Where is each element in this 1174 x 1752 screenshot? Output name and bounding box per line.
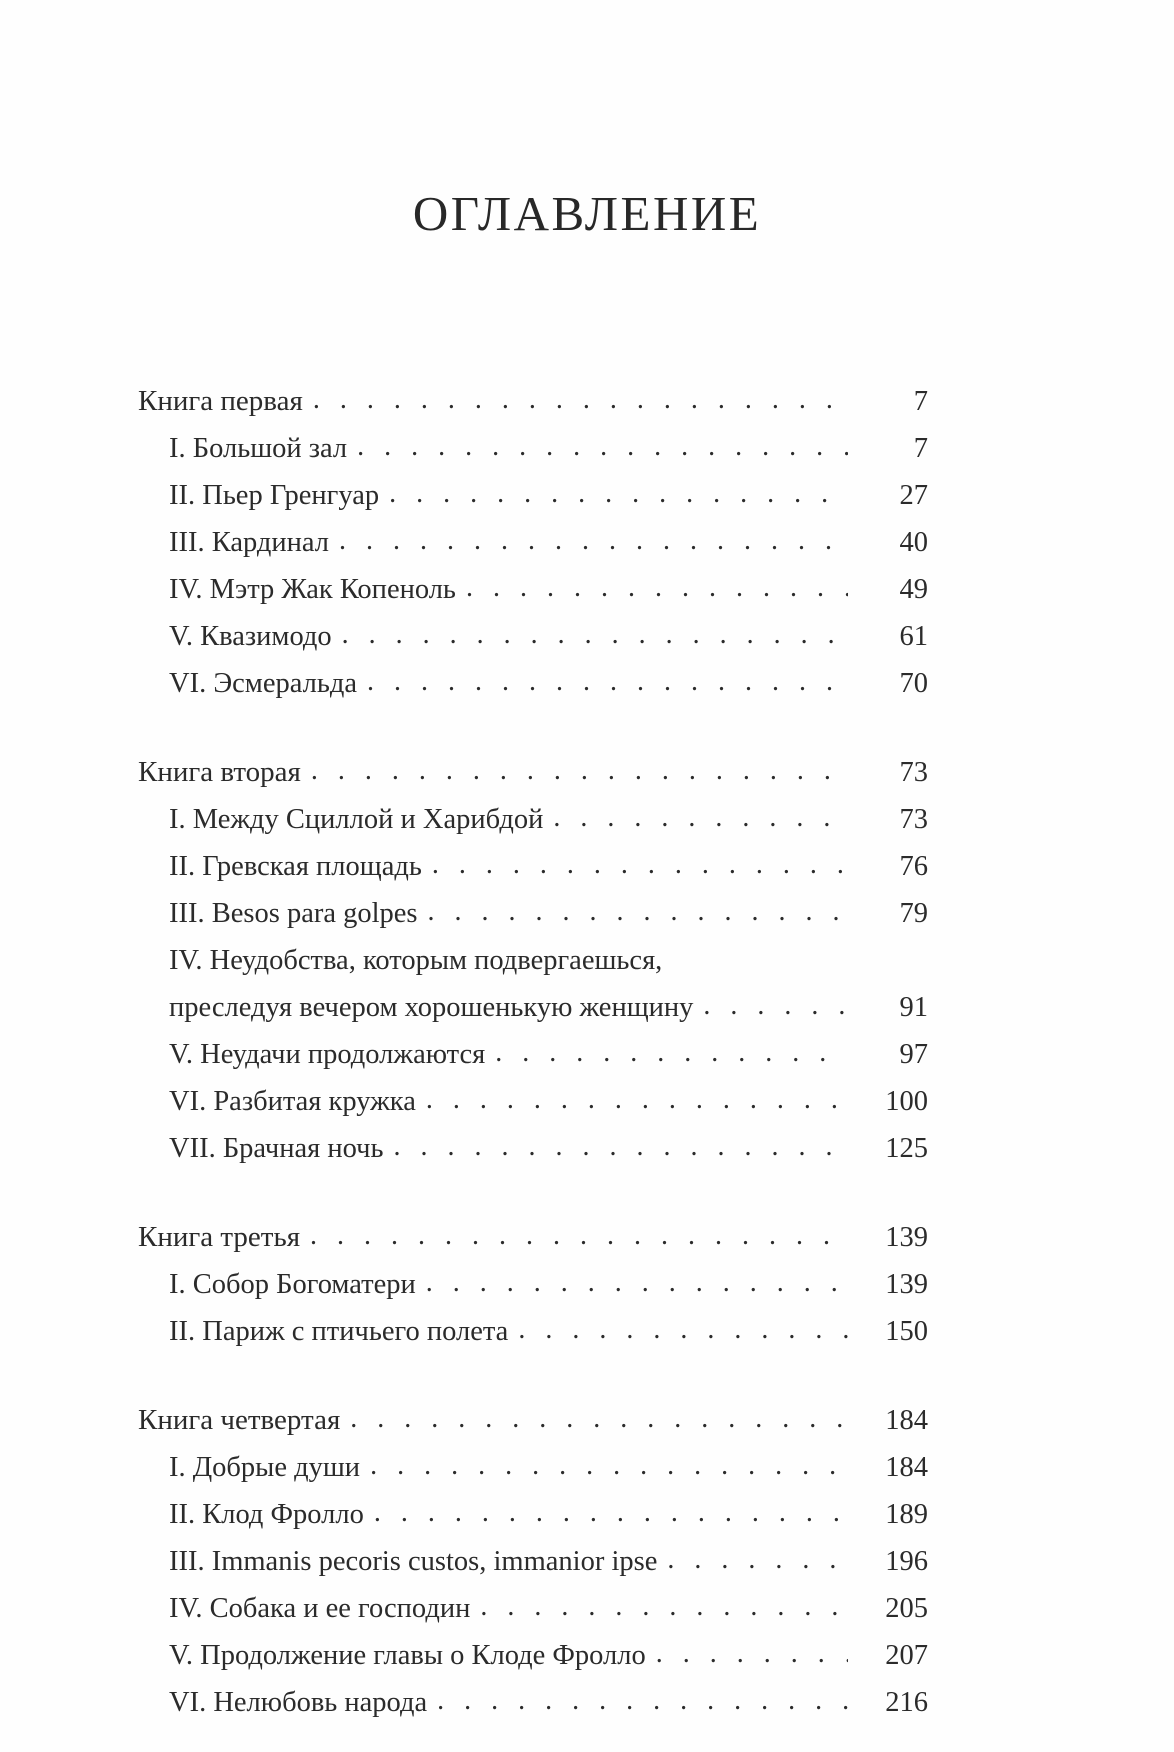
chapter-title: II. Пьер Гренгуар [169,480,380,511]
toc-chapter-entry [138,566,928,613]
chapter-page-number: 184 [885,1452,928,1483]
dot-leader [437,1677,848,1724]
chapter-title: I. Большой зал [169,433,348,464]
chapter-title: VI. Эсмеральда [169,668,357,699]
dot-leader [374,1489,848,1536]
chapter-title: III. Besos para golpes [169,898,418,929]
toc-chapter-entry-line2 [138,984,928,1031]
chapter-title: II. Париж с птичьего полета [169,1316,509,1347]
toc-chapter-entry [138,472,928,519]
chapter-title: VI. Разбитая кружка [169,1086,416,1117]
toc-chapter-entry [138,519,928,566]
dot-leader [426,1259,848,1306]
dot-leader [656,1630,848,1677]
dot-leader [313,376,848,423]
toc-list [138,378,928,1726]
chapter-title: II. Клод Фролло [169,1499,364,1530]
chapter-page-number: 40 [899,527,928,558]
chapter-page-number: 76 [899,851,928,882]
toc-chapter-entry [138,1031,928,1078]
dot-leader [466,564,848,611]
dot-leader [426,1076,848,1123]
toc-book-entry [138,1397,928,1444]
toc-chapter-entry [138,425,928,472]
book-title: Книга первая [138,385,303,417]
toc-chapter-entry [138,660,928,707]
dot-leader [367,658,848,705]
chapter-page-number: 91 [899,992,928,1023]
chapter-page-number: 150 [885,1316,928,1347]
dot-leader [428,888,848,935]
toc-chapter-entry [138,1585,928,1632]
chapter-title: III. Кардинал [169,527,330,558]
dot-leader [350,1395,848,1442]
chapter-title: III. Immanis pecoris custos, immanior ipse [169,1546,658,1577]
chapter-title: VII. Брачная ночь [169,1133,384,1164]
chapter-title: VI. Нелюбовь народа [169,1687,428,1718]
chapter-page-number: 207 [885,1640,928,1671]
book-group [138,749,928,1172]
toc-chapter-entry [138,796,928,843]
chapter-page-number: 196 [885,1546,928,1577]
book-page-number: 73 [899,757,928,788]
toc-chapter-entry [138,1679,928,1726]
chapter-page-number: 61 [899,621,928,652]
book-group [138,1214,928,1355]
chapter-page-number: 205 [885,1593,928,1624]
chapter-title: I. Между Сциллой и Харибдой [169,804,544,835]
book-title: Книга вторая [138,756,301,788]
chapter-page-number: 79 [899,898,928,929]
chapter-page-number: 189 [885,1499,928,1530]
dot-leader [339,517,848,564]
toc-chapter-entry [138,1632,928,1679]
chapter-title: V. Неудачи продолжаются [169,1039,486,1070]
book-group [138,1397,928,1726]
toc-book-entry [138,378,928,425]
chapter-page-number: 139 [885,1269,928,1300]
dot-leader [389,470,848,517]
toc-chapter-entry [138,1308,928,1355]
book-title: Книга четвертая [138,1404,341,1436]
chapter-page-number: 7 [913,433,928,464]
book-page-number: 7 [913,386,928,417]
dot-leader [394,1123,848,1170]
dot-leader [518,1306,848,1353]
chapter-page-number: 27 [899,480,928,511]
chapter-page-number: 49 [899,574,928,605]
toc-chapter-entry [138,1538,928,1585]
dot-leader [310,1212,848,1259]
chapter-title: I. Добрые души [169,1452,361,1483]
book-group [138,378,928,707]
chapter-page-number: 100 [885,1086,928,1117]
chapter-title: I. Собор Богоматери [169,1269,416,1300]
book-title: Книга третья [138,1221,301,1253]
chapter-title-continuation: преследуя вечером хорошенькую женщину [169,992,694,1023]
book-page-number: 184 [885,1405,928,1436]
dot-leader [432,841,848,888]
dot-leader [370,1442,848,1489]
dot-leader [703,982,848,1029]
dot-leader [495,1029,848,1076]
toc-chapter-entry [138,1444,928,1491]
toc-chapter-entry [138,1125,928,1172]
dot-leader [342,611,848,658]
toc-chapter-entry [138,843,928,890]
toc-chapter-entry [138,1261,928,1308]
toc-chapter-entry [138,1491,928,1538]
chapter-title: V. Квазимодо [169,621,332,652]
chapter-title: II. Гревская площадь [169,851,422,882]
page-title: ОГЛАВЛЕНИЕ [412,186,762,241]
chapter-title: IV. Неудобства, которым подвергаешься, [169,945,663,976]
dot-leader [553,794,848,841]
chapter-page-number: 97 [899,1039,928,1070]
toc-book-entry [138,1214,928,1261]
dot-leader [667,1536,848,1583]
chapter-page-number: 70 [899,668,928,699]
chapter-title: IV. Собака и ее господин [169,1593,471,1624]
toc-chapter-entry [138,890,928,937]
toc-book-entry [138,749,928,796]
toc-chapter-entry [138,1078,928,1125]
chapter-page-number: 73 [899,804,928,835]
chapter-page-number: 125 [885,1133,928,1164]
toc-chapter-entry-line1 [138,937,928,984]
dot-leader [357,423,848,470]
toc-chapter-entry [138,613,928,660]
dot-leader [311,747,848,794]
chapter-title: V. Продолжение главы о Клоде Фролло [169,1640,646,1671]
book-page-number: 139 [885,1222,928,1253]
chapter-title: IV. Мэтр Жак Копеноль [169,574,456,605]
dot-leader [480,1583,848,1630]
chapter-page-number: 216 [885,1687,928,1718]
